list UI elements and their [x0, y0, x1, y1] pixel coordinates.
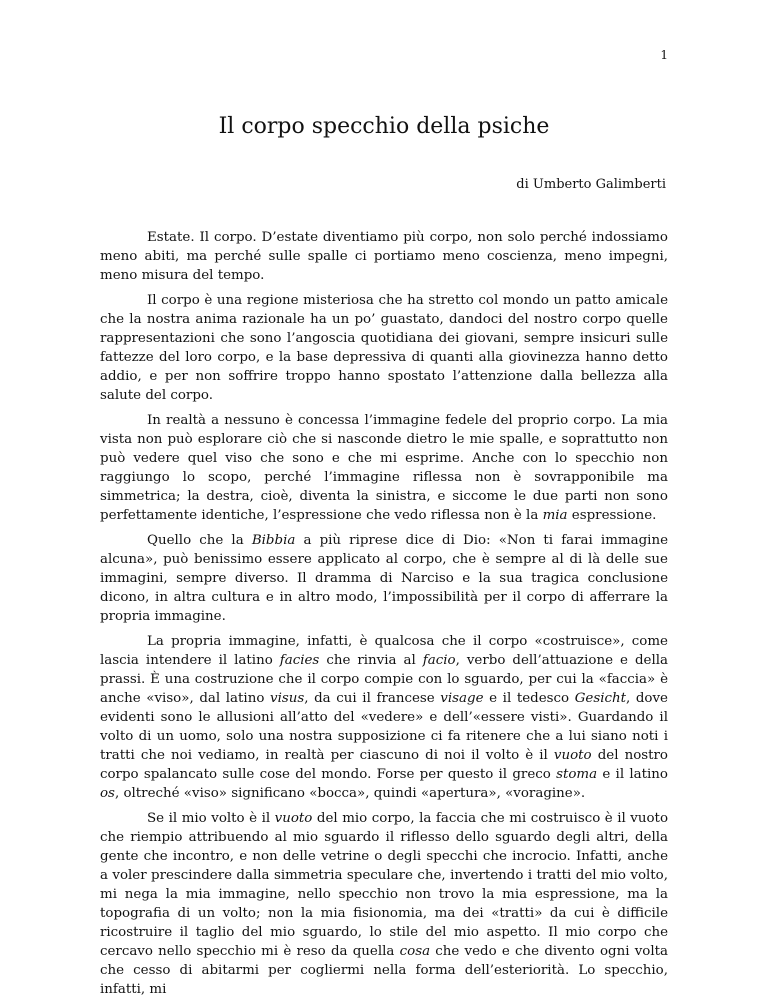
body-paragraph [100, 228, 668, 285]
text-run: , oltreché «viso» significano «bocca», quindi «apertura», «voragine». [114, 786, 586, 801]
italic-term: stoma [556, 767, 598, 782]
italic-term: vuoto [553, 748, 592, 763]
text-run: e il tedesco [483, 691, 575, 706]
italic-term: facio [422, 653, 456, 668]
body-paragraph [100, 531, 668, 626]
text-run: che rinvia al [319, 653, 423, 668]
body-paragraph [100, 291, 668, 405]
body-paragraph [100, 809, 668, 999]
italic-term: visage [440, 691, 484, 706]
italic-term: mia [542, 508, 568, 523]
text-run: , dove evidenti sono le allusioni all’atto del «vedere» e dell’«essere visti». Guardando il volto di un uomo, solo una nostra supposizione ci fa ritenere che a lui siano noti i tratti che noi vediamo, in realtà per ciascuno di noi il volto è il [100, 691, 668, 763]
document-title: Il corpo specchio della psiche [218, 114, 550, 139]
text-run: In realtà a nessuno è concessa l’immagine fedele del proprio corpo. La mia vista non può esplorare ciò che si nasconde dietro le mie spalle, e soprattutto non può vedere quel viso che sono e che mi esprime. Anche con lo specchio non raggiungo lo scopo, perché l’immagine riflessa non è sovrapponibile ma simmetrica; la destra, cioè, diventa la sinistra, e siccome le due parti non sono perfettamente identiche, l’espressione che vedo riflessa non è la [100, 413, 668, 523]
text-run: La propria immagine, infatti, è qualcosa che il corpo «costruisce», come lascia intendere il latino [100, 634, 668, 668]
text-run: espressione. [567, 508, 657, 523]
italic-term: facies [279, 653, 320, 668]
text-run: Il corpo è una regione misteriosa che ha stretto col mondo un patto amicale che la nostra anima razionale ha un po’ guastato, dandoci del nostro corpo quelle rappresentazioni che sono l’angoscia quotidiana dei giovani, sempre insicuri sulle fattezze del loro corpo, e la base depressiva di quanti alla giovinezza hanno detto addio, e per non soffrire troppo hanno spostato l’attenzione dalla bellezza alla salute del corpo. [100, 293, 668, 403]
text-run: del nostro corpo spalancato sulle cose del mondo. Forse per questo il greco [100, 748, 668, 782]
page-number: 1 [660, 48, 668, 62]
text-run: Estate. Il corpo. D’estate diventiamo più corpo, non solo perché indossiamo meno abiti, ma perché sulle spalle ci portiamo meno coscienza, meno impegni, meno misura del tempo. [100, 230, 668, 283]
italic-term: vuoto [274, 811, 313, 826]
text-run: e il latino [597, 767, 668, 782]
text-run: che vedo e che divento ogni volta che cesso di abitarmi per cogliermi nella forma dell’esteriorità. Lo specchio, infatti, mi [100, 944, 669, 997]
text-run: del mio corpo, la faccia che mi costruisco è il vuoto che riempio attribuendo al mio sguardo il riflesso dello sguardo degli altri, della gente che incontro, e non delle vetrine o degli specchi che incrocio. Infatti, anche a voler prescindere dalla simmetria speculare che, invertendo i tratti del mio volto, mi nega la mia immagine, nello specchio non trovo la mia espressione, ma la topografia di un volto; non la mia fisionomia, ma dei «tratti» da cui è difficile ricostruire il taglio del mio sguardo, lo stile del mio aspetto. Il mio corpo che cercavo nello specchio mi è reso da quella [100, 811, 669, 959]
italic-term: Gesicht [574, 691, 626, 706]
text-run: a più riprese dice di Dio: «Non ti farai immagine alcuna», può benissimo essere applicato al corpo, che è sempre al di là delle sue immagini, sempre diverso. Il dramma di Narciso e la sua tragica conclusione dicono, in altra cultura e in altro modo, l’impossibilità per il corpo di afferrare la propria immagine. [100, 533, 668, 624]
body-paragraph [100, 411, 668, 525]
text-run: , verbo dell’attuazione e della prassi. È una costruzione che il corpo compie con lo sguardo, per cui la «faccia» è anche «viso», dal latino [100, 653, 668, 706]
author-byline: di Umberto Galimberti [516, 177, 666, 192]
text-run: , da cui il francese [304, 691, 441, 706]
italic-term: os [100, 786, 115, 801]
italic-term: cosa [399, 944, 431, 959]
text-run: Quello che la [147, 533, 252, 548]
italic-term: visus [270, 691, 305, 706]
body-paragraph [100, 632, 668, 803]
italic-term: Bibbia [251, 533, 296, 548]
text-run: Se il mio volto è il [147, 811, 275, 826]
article-body [100, 228, 668, 1005]
